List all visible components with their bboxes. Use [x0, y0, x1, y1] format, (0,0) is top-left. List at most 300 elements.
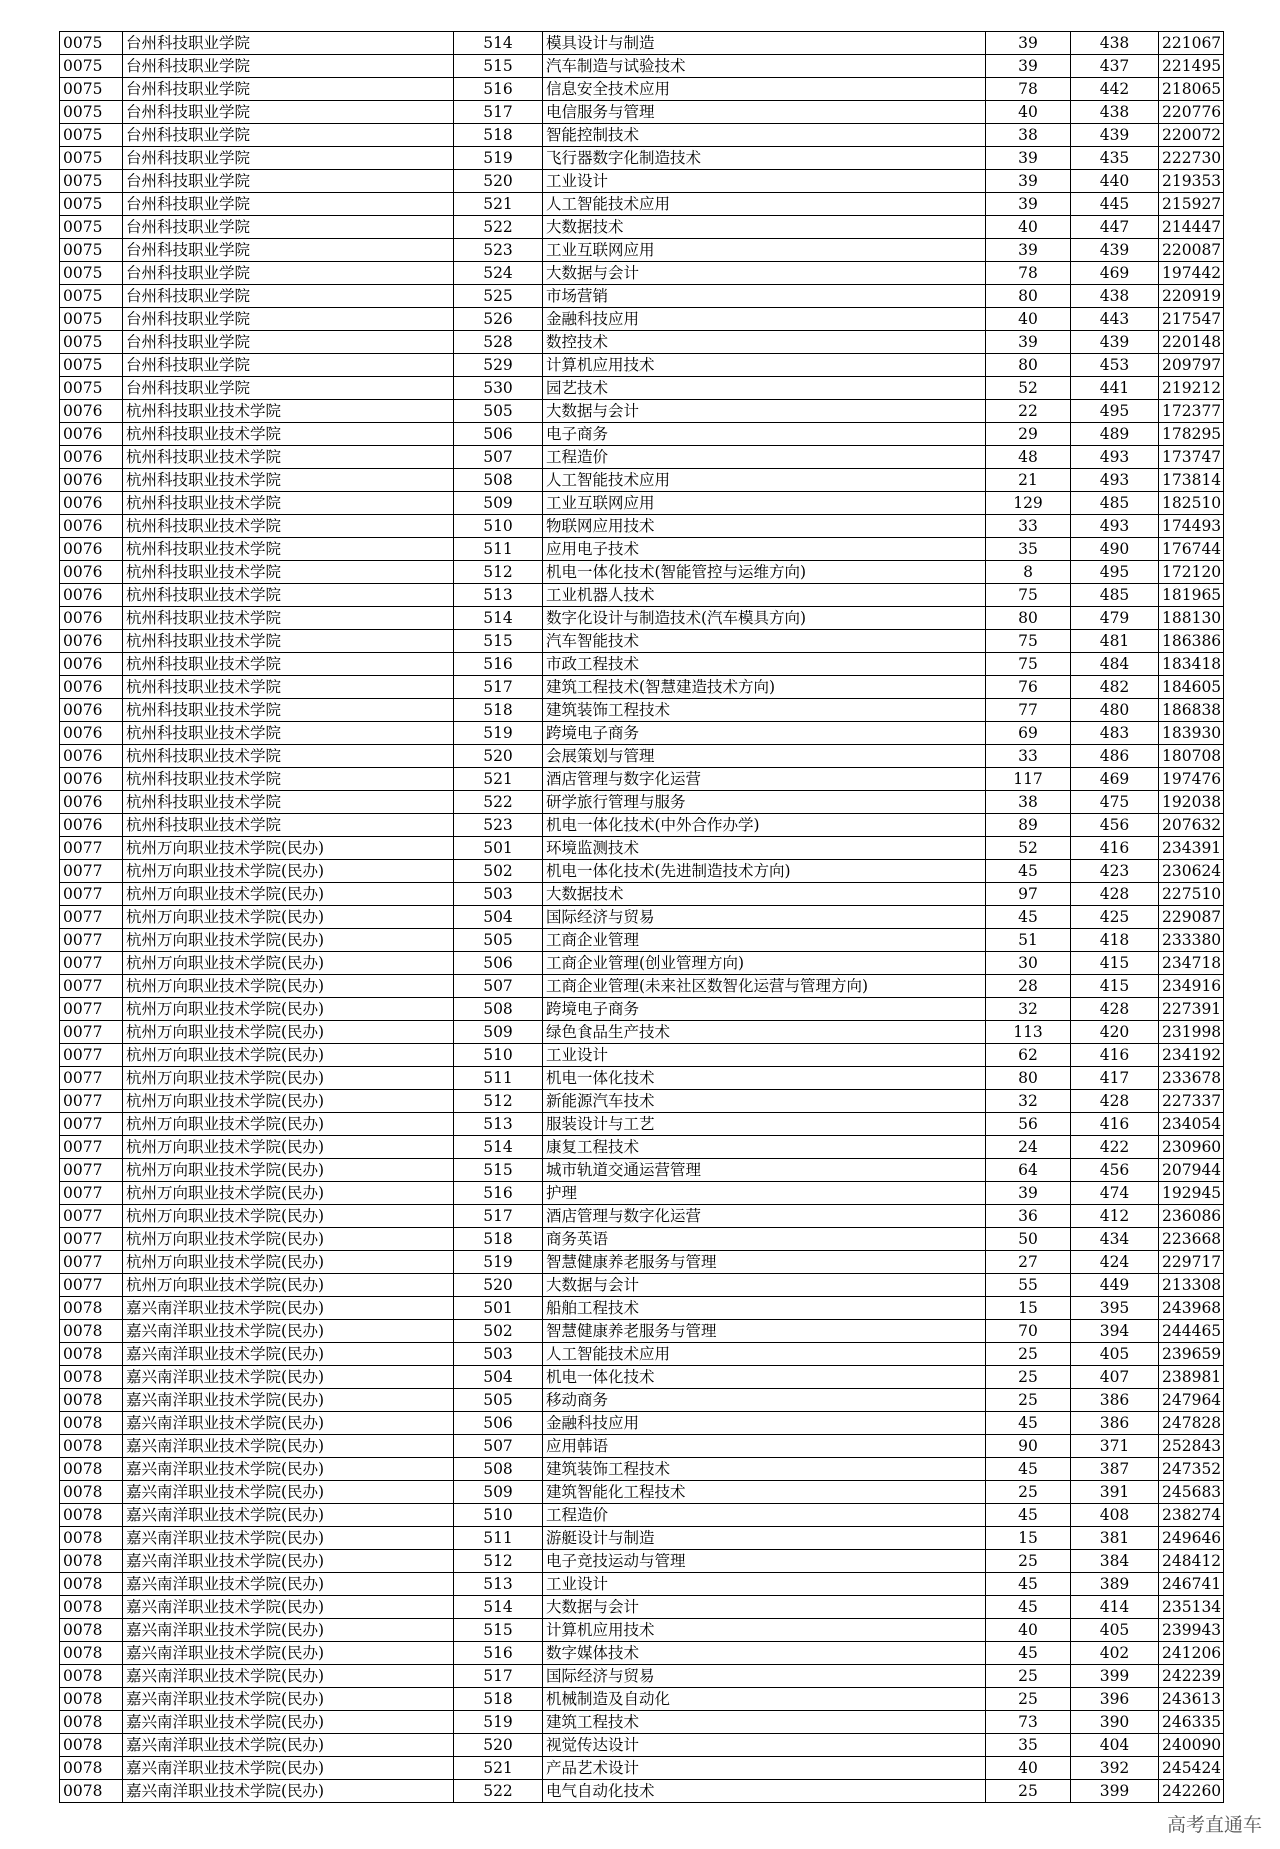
rank-cell: 243613: [1159, 1688, 1224, 1711]
rank-cell: 220919: [1159, 285, 1224, 308]
major-name-cell: 电信服务与管理: [543, 101, 986, 124]
major-code-cell: 513: [454, 1113, 543, 1136]
major-name-cell: 人工智能技术应用: [543, 1343, 986, 1366]
school-name-cell: 台州科技职业学院: [123, 193, 454, 216]
table-row: [60, 1113, 1224, 1136]
school-code-cell: 0077: [60, 1205, 123, 1228]
school-code-cell: 0075: [60, 124, 123, 147]
major-code-cell: 506: [454, 952, 543, 975]
plan-count-cell: 25: [986, 1550, 1071, 1573]
rank-cell: 238274: [1159, 1504, 1224, 1527]
rank-cell: 172377: [1159, 400, 1224, 423]
school-code-cell: 0075: [60, 193, 123, 216]
plan-count-cell: 32: [986, 998, 1071, 1021]
plan-count-cell: 51: [986, 929, 1071, 952]
table-row: [60, 1711, 1224, 1734]
table-row: [60, 1527, 1224, 1550]
min-score-cell: 408: [1071, 1504, 1159, 1527]
rank-cell: 207632: [1159, 814, 1224, 837]
min-score-cell: 493: [1071, 469, 1159, 492]
school-name-cell: 台州科技职业学院: [123, 285, 454, 308]
rank-cell: 220087: [1159, 239, 1224, 262]
major-code-cell: 521: [454, 193, 543, 216]
table-row: [60, 676, 1224, 699]
major-code-cell: 520: [454, 1274, 543, 1297]
school-name-cell: 台州科技职业学院: [123, 124, 454, 147]
major-code-cell: 515: [454, 55, 543, 78]
major-code-cell: 523: [454, 814, 543, 837]
table-row: [60, 1504, 1224, 1527]
major-name-cell: 电子竞技运动与管理: [543, 1550, 986, 1573]
school-name-cell: 嘉兴南洋职业技术学院(民办): [123, 1366, 454, 1389]
rank-cell: 247352: [1159, 1458, 1224, 1481]
min-score-cell: 495: [1071, 400, 1159, 423]
major-name-cell: 船舶工程技术: [543, 1297, 986, 1320]
min-score-cell: 453: [1071, 354, 1159, 377]
major-name-cell: 机电一体化技术: [543, 1366, 986, 1389]
school-name-cell: 杭州科技职业技术学院: [123, 768, 454, 791]
school-code-cell: 0075: [60, 308, 123, 331]
table-row: [60, 1665, 1224, 1688]
school-name-cell: 嘉兴南洋职业技术学院(民办): [123, 1734, 454, 1757]
plan-count-cell: 39: [986, 331, 1071, 354]
min-score-cell: 449: [1071, 1274, 1159, 1297]
rank-cell: 192038: [1159, 791, 1224, 814]
school-code-cell: 0078: [60, 1366, 123, 1389]
major-code-cell: 511: [454, 1527, 543, 1550]
school-code-cell: 0075: [60, 78, 123, 101]
school-name-cell: 嘉兴南洋职业技术学院(民办): [123, 1780, 454, 1803]
min-score-cell: 485: [1071, 492, 1159, 515]
major-code-cell: 508: [454, 1458, 543, 1481]
school-name-cell: 嘉兴南洋职业技术学院(民办): [123, 1343, 454, 1366]
table-row: [60, 1458, 1224, 1481]
major-code-cell: 513: [454, 1573, 543, 1596]
table-row: [60, 216, 1224, 239]
plan-count-cell: 80: [986, 354, 1071, 377]
school-name-cell: 杭州万向职业技术学院(民办): [123, 1228, 454, 1251]
plan-count-cell: 113: [986, 1021, 1071, 1044]
major-code-cell: 509: [454, 1021, 543, 1044]
major-name-cell: 服装设计与工艺: [543, 1113, 986, 1136]
school-code-cell: 0076: [60, 538, 123, 561]
table-row: [60, 791, 1224, 814]
table-row: [60, 1090, 1224, 1113]
school-name-cell: 杭州科技职业技术学院: [123, 584, 454, 607]
plan-count-cell: 56: [986, 1113, 1071, 1136]
rank-cell: 183930: [1159, 722, 1224, 745]
school-code-cell: 0078: [60, 1619, 123, 1642]
min-score-cell: 469: [1071, 262, 1159, 285]
school-name-cell: 杭州科技职业技术学院: [123, 446, 454, 469]
major-name-cell: 工业设计: [543, 170, 986, 193]
school-name-cell: 杭州科技职业技术学院: [123, 469, 454, 492]
rank-cell: 242260: [1159, 1780, 1224, 1803]
table-row: [60, 1734, 1224, 1757]
major-name-cell: 大数据与会计: [543, 1274, 986, 1297]
school-code-cell: 0077: [60, 1090, 123, 1113]
min-score-cell: 405: [1071, 1619, 1159, 1642]
major-code-cell: 502: [454, 1320, 543, 1343]
admission-table: [59, 31, 1224, 1803]
min-score-cell: 486: [1071, 745, 1159, 768]
school-code-cell: 0078: [60, 1550, 123, 1573]
table-row: [60, 1021, 1224, 1044]
school-name-cell: 嘉兴南洋职业技术学院(民办): [123, 1688, 454, 1711]
school-code-cell: 0076: [60, 584, 123, 607]
school-code-cell: 0076: [60, 722, 123, 745]
min-score-cell: 428: [1071, 998, 1159, 1021]
table-row: [60, 653, 1224, 676]
school-name-cell: 杭州科技职业技术学院: [123, 722, 454, 745]
major-name-cell: 工业机器人技术: [543, 584, 986, 607]
plan-count-cell: 35: [986, 538, 1071, 561]
rank-cell: 240090: [1159, 1734, 1224, 1757]
table-row: [60, 883, 1224, 906]
plan-count-cell: 45: [986, 1596, 1071, 1619]
school-code-cell: 0075: [60, 216, 123, 239]
table-row: [60, 1642, 1224, 1665]
rank-cell: 247964: [1159, 1389, 1224, 1412]
plan-count-cell: 8: [986, 561, 1071, 584]
plan-count-cell: 25: [986, 1366, 1071, 1389]
table-row: [60, 239, 1224, 262]
plan-count-cell: 45: [986, 1458, 1071, 1481]
table-row: [60, 377, 1224, 400]
min-score-cell: 438: [1071, 32, 1159, 55]
school-code-cell: 0075: [60, 262, 123, 285]
major-name-cell: 工商企业管理(未来社区数智化运营与管理方向): [543, 975, 986, 998]
min-score-cell: 479: [1071, 607, 1159, 630]
plan-count-cell: 25: [986, 1481, 1071, 1504]
plan-count-cell: 97: [986, 883, 1071, 906]
rank-cell: 222730: [1159, 147, 1224, 170]
major-name-cell: 国际经济与贸易: [543, 906, 986, 929]
min-score-cell: 456: [1071, 814, 1159, 837]
major-code-cell: 504: [454, 1366, 543, 1389]
major-name-cell: 机械制造及自动化: [543, 1688, 986, 1711]
rank-cell: 239943: [1159, 1619, 1224, 1642]
school-name-cell: 台州科技职业学院: [123, 170, 454, 193]
major-code-cell: 524: [454, 262, 543, 285]
table-row: [60, 1688, 1224, 1711]
major-code-cell: 512: [454, 1090, 543, 1113]
min-score-cell: 483: [1071, 722, 1159, 745]
min-score-cell: 438: [1071, 285, 1159, 308]
table-row: [60, 1274, 1224, 1297]
min-score-cell: 447: [1071, 216, 1159, 239]
plan-count-cell: 75: [986, 653, 1071, 676]
table-row: [60, 906, 1224, 929]
plan-count-cell: 39: [986, 55, 1071, 78]
school-name-cell: 嘉兴南洋职业技术学院(民办): [123, 1481, 454, 1504]
major-name-cell: 工业设计: [543, 1573, 986, 1596]
rank-cell: 217547: [1159, 308, 1224, 331]
major-code-cell: 503: [454, 883, 543, 906]
plan-count-cell: 25: [986, 1389, 1071, 1412]
table-row: [60, 446, 1224, 469]
school-code-cell: 0075: [60, 170, 123, 193]
rank-cell: 227337: [1159, 1090, 1224, 1113]
major-name-cell: 工业互联网应用: [543, 492, 986, 515]
school-code-cell: 0077: [60, 837, 123, 860]
min-score-cell: 443: [1071, 308, 1159, 331]
plan-count-cell: 40: [986, 216, 1071, 239]
table-row: [60, 1343, 1224, 1366]
table-row: [60, 699, 1224, 722]
rank-cell: 220776: [1159, 101, 1224, 124]
table-row: [60, 1366, 1224, 1389]
table-row: [60, 1780, 1224, 1803]
school-code-cell: 0077: [60, 929, 123, 952]
plan-count-cell: 45: [986, 860, 1071, 883]
rank-cell: 181965: [1159, 584, 1224, 607]
rank-cell: 220148: [1159, 331, 1224, 354]
school-name-cell: 台州科技职业学院: [123, 32, 454, 55]
school-name-cell: 杭州万向职业技术学院(民办): [123, 1044, 454, 1067]
school-code-cell: 0076: [60, 492, 123, 515]
table-row: [60, 285, 1224, 308]
plan-count-cell: 80: [986, 1067, 1071, 1090]
rank-cell: 235134: [1159, 1596, 1224, 1619]
plan-count-cell: 24: [986, 1136, 1071, 1159]
major-name-cell: 护理: [543, 1182, 986, 1205]
school-code-cell: 0075: [60, 285, 123, 308]
major-name-cell: 机电一体化技术(中外合作办学): [543, 814, 986, 837]
table-row: [60, 469, 1224, 492]
major-name-cell: 建筑工程技术(智慧建造技术方向): [543, 676, 986, 699]
admission-table-body: [60, 32, 1224, 1803]
major-name-cell: 市场营销: [543, 285, 986, 308]
table-row: [60, 262, 1224, 285]
min-score-cell: 389: [1071, 1573, 1159, 1596]
major-name-cell: 金融科技应用: [543, 308, 986, 331]
major-code-cell: 511: [454, 538, 543, 561]
min-score-cell: 482: [1071, 676, 1159, 699]
rank-cell: 215927: [1159, 193, 1224, 216]
table-row: [60, 538, 1224, 561]
plan-count-cell: 45: [986, 1642, 1071, 1665]
rank-cell: 245424: [1159, 1757, 1224, 1780]
major-name-cell: 人工智能技术应用: [543, 193, 986, 216]
major-name-cell: 跨境电子商务: [543, 998, 986, 1021]
plan-count-cell: 73: [986, 1711, 1071, 1734]
school-name-cell: 杭州万向职业技术学院(民办): [123, 1021, 454, 1044]
rank-cell: 188130: [1159, 607, 1224, 630]
table-row: [60, 1596, 1224, 1619]
school-code-cell: 0076: [60, 745, 123, 768]
table-row: [60, 814, 1224, 837]
plan-count-cell: 15: [986, 1527, 1071, 1550]
min-score-cell: 441: [1071, 377, 1159, 400]
school-code-cell: 0077: [60, 952, 123, 975]
school-name-cell: 台州科技职业学院: [123, 101, 454, 124]
rank-cell: 247828: [1159, 1412, 1224, 1435]
school-code-cell: 0077: [60, 1021, 123, 1044]
rank-cell: 248412: [1159, 1550, 1224, 1573]
school-name-cell: 台州科技职业学院: [123, 354, 454, 377]
school-code-cell: 0076: [60, 469, 123, 492]
plan-count-cell: 45: [986, 1573, 1071, 1596]
school-name-cell: 杭州科技职业技术学院: [123, 515, 454, 538]
major-code-cell: 522: [454, 791, 543, 814]
rank-cell: 229087: [1159, 906, 1224, 929]
min-score-cell: 386: [1071, 1412, 1159, 1435]
min-score-cell: 414: [1071, 1596, 1159, 1619]
min-score-cell: 407: [1071, 1366, 1159, 1389]
plan-count-cell: 75: [986, 584, 1071, 607]
major-name-cell: 物联网应用技术: [543, 515, 986, 538]
plan-count-cell: 40: [986, 308, 1071, 331]
rank-cell: 182510: [1159, 492, 1224, 515]
min-score-cell: 439: [1071, 124, 1159, 147]
school-code-cell: 0076: [60, 400, 123, 423]
rank-cell: 219212: [1159, 377, 1224, 400]
major-name-cell: 飞行器数字化制造技术: [543, 147, 986, 170]
min-score-cell: 440: [1071, 170, 1159, 193]
school-code-cell: 0078: [60, 1481, 123, 1504]
school-code-cell: 0078: [60, 1412, 123, 1435]
major-code-cell: 503: [454, 1343, 543, 1366]
school-code-cell: 0078: [60, 1389, 123, 1412]
table-row: [60, 1297, 1224, 1320]
rank-cell: 230960: [1159, 1136, 1224, 1159]
major-code-cell: 516: [454, 1182, 543, 1205]
plan-count-cell: 39: [986, 147, 1071, 170]
rank-cell: 221067: [1159, 32, 1224, 55]
school-code-cell: 0076: [60, 768, 123, 791]
plan-count-cell: 30: [986, 952, 1071, 975]
plan-count-cell: 129: [986, 492, 1071, 515]
school-name-cell: 台州科技职业学院: [123, 331, 454, 354]
school-name-cell: 嘉兴南洋职业技术学院(民办): [123, 1550, 454, 1573]
table-row: [60, 1550, 1224, 1573]
school-code-cell: 0078: [60, 1297, 123, 1320]
school-name-cell: 嘉兴南洋职业技术学院(民办): [123, 1435, 454, 1458]
table-row: [60, 1182, 1224, 1205]
table-row: [60, 101, 1224, 124]
major-name-cell: 跨境电子商务: [543, 722, 986, 745]
table-row: [60, 55, 1224, 78]
school-name-cell: 台州科技职业学院: [123, 55, 454, 78]
plan-count-cell: 21: [986, 469, 1071, 492]
school-name-cell: 嘉兴南洋职业技术学院(民办): [123, 1297, 454, 1320]
school-code-cell: 0078: [60, 1642, 123, 1665]
min-score-cell: 422: [1071, 1136, 1159, 1159]
plan-count-cell: 78: [986, 78, 1071, 101]
table-row: [60, 1573, 1224, 1596]
min-score-cell: 474: [1071, 1182, 1159, 1205]
school-name-cell: 台州科技职业学院: [123, 239, 454, 262]
rank-cell: 244465: [1159, 1320, 1224, 1343]
major-code-cell: 514: [454, 1136, 543, 1159]
school-name-cell: 杭州万向职业技术学院(民办): [123, 998, 454, 1021]
plan-count-cell: 70: [986, 1320, 1071, 1343]
rank-cell: 220072: [1159, 124, 1224, 147]
plan-count-cell: 33: [986, 745, 1071, 768]
major-name-cell: 工业互联网应用: [543, 239, 986, 262]
major-name-cell: 大数据技术: [543, 883, 986, 906]
major-code-cell: 501: [454, 1297, 543, 1320]
table-row: [60, 1205, 1224, 1228]
major-name-cell: 数控技术: [543, 331, 986, 354]
major-code-cell: 522: [454, 216, 543, 239]
min-score-cell: 399: [1071, 1665, 1159, 1688]
rank-cell: 242239: [1159, 1665, 1224, 1688]
major-name-cell: 电子商务: [543, 423, 986, 446]
rank-cell: 236086: [1159, 1205, 1224, 1228]
school-code-cell: 0078: [60, 1573, 123, 1596]
school-name-cell: 嘉兴南洋职业技术学院(民办): [123, 1665, 454, 1688]
major-name-cell: 移动商务: [543, 1389, 986, 1412]
major-name-cell: 电气自动化技术: [543, 1780, 986, 1803]
school-name-cell: 杭州万向职业技术学院(民办): [123, 1136, 454, 1159]
school-code-cell: 0078: [60, 1757, 123, 1780]
table-row: [60, 975, 1224, 998]
table-row: [60, 515, 1224, 538]
major-code-cell: 530: [454, 377, 543, 400]
school-name-cell: 嘉兴南洋职业技术学院(民办): [123, 1320, 454, 1343]
min-score-cell: 384: [1071, 1550, 1159, 1573]
plan-count-cell: 32: [986, 1090, 1071, 1113]
plan-count-cell: 25: [986, 1343, 1071, 1366]
rank-cell: 173814: [1159, 469, 1224, 492]
major-code-cell: 518: [454, 1688, 543, 1711]
major-code-cell: 516: [454, 653, 543, 676]
min-score-cell: 381: [1071, 1527, 1159, 1550]
major-name-cell: 计算机应用技术: [543, 1619, 986, 1642]
min-score-cell: 390: [1071, 1711, 1159, 1734]
table-row: [60, 722, 1224, 745]
school-name-cell: 嘉兴南洋职业技术学院(民办): [123, 1573, 454, 1596]
major-code-cell: 512: [454, 1550, 543, 1573]
plan-count-cell: 80: [986, 285, 1071, 308]
rank-cell: 174493: [1159, 515, 1224, 538]
major-code-cell: 508: [454, 998, 543, 1021]
rank-cell: 172120: [1159, 561, 1224, 584]
min-score-cell: 456: [1071, 1159, 1159, 1182]
min-score-cell: 424: [1071, 1251, 1159, 1274]
major-code-cell: 514: [454, 1596, 543, 1619]
min-score-cell: 399: [1071, 1780, 1159, 1803]
school-name-cell: 杭州万向职业技术学院(民办): [123, 1274, 454, 1297]
major-code-cell: 511: [454, 1067, 543, 1090]
rank-cell: 214447: [1159, 216, 1224, 239]
major-code-cell: 514: [454, 32, 543, 55]
major-code-cell: 501: [454, 837, 543, 860]
plan-count-cell: 45: [986, 906, 1071, 929]
school-code-cell: 0077: [60, 906, 123, 929]
school-name-cell: 杭州万向职业技术学院(民办): [123, 1090, 454, 1113]
major-code-cell: 510: [454, 1504, 543, 1527]
school-name-cell: 杭州科技职业技术学院: [123, 538, 454, 561]
rank-cell: 219353: [1159, 170, 1224, 193]
rank-cell: 246741: [1159, 1573, 1224, 1596]
plan-count-cell: 50: [986, 1228, 1071, 1251]
school-name-cell: 杭州万向职业技术学院(民办): [123, 906, 454, 929]
major-name-cell: 智能控制技术: [543, 124, 986, 147]
table-row: [60, 78, 1224, 101]
major-name-cell: 视觉传达设计: [543, 1734, 986, 1757]
min-score-cell: 394: [1071, 1320, 1159, 1343]
min-score-cell: 387: [1071, 1458, 1159, 1481]
plan-count-cell: 29: [986, 423, 1071, 446]
plan-count-cell: 77: [986, 699, 1071, 722]
table-row: [60, 630, 1224, 653]
major-name-cell: 工业设计: [543, 1044, 986, 1067]
min-score-cell: 490: [1071, 538, 1159, 561]
min-score-cell: 484: [1071, 653, 1159, 676]
